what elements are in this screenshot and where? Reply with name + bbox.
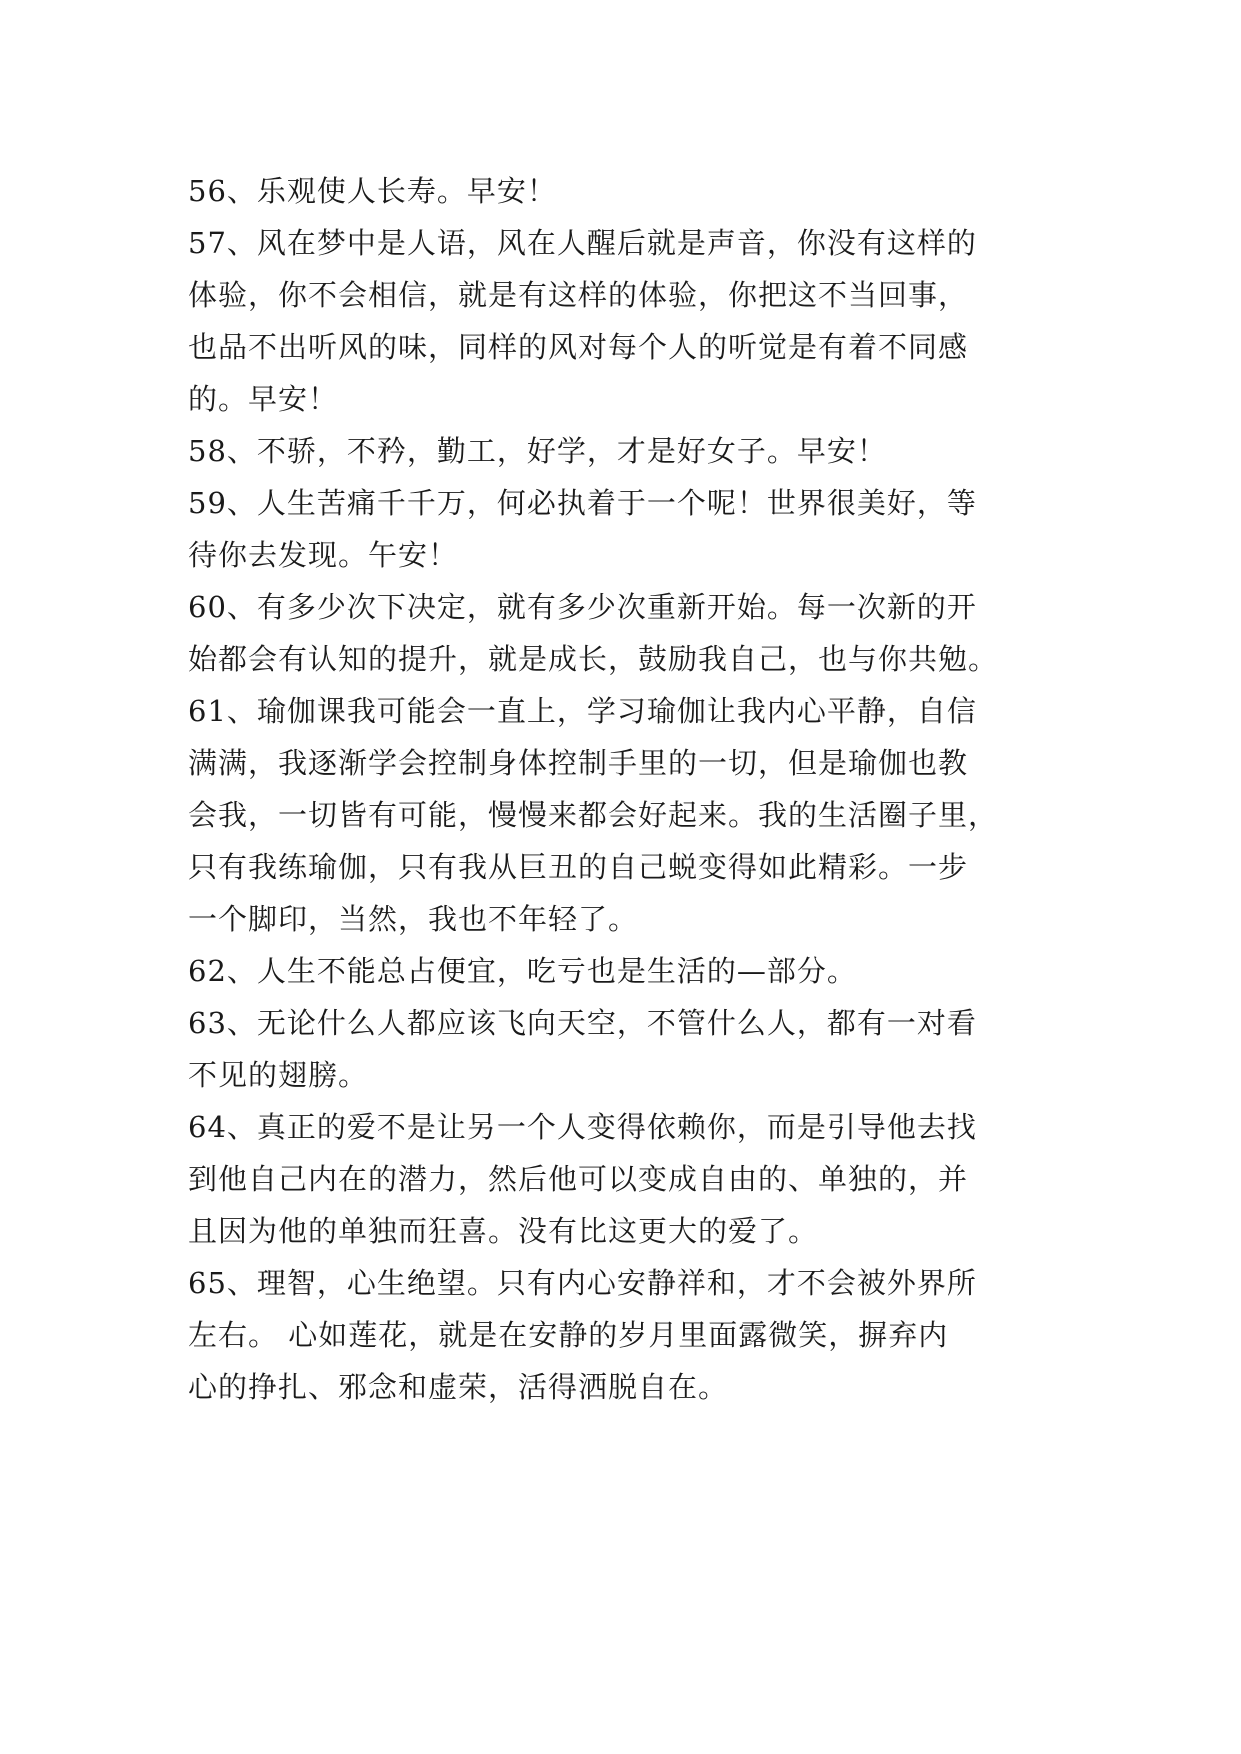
paragraph-line: 且因为他的单独而狂喜。没有比这更大的爱了。 (188, 1214, 819, 1248)
paragraph-65 (188, 1257, 1088, 1413)
document-body (188, 165, 1088, 1413)
paragraph-line: 61、瑜伽课我可能会一直上，学习瑜伽让我内心平静，自信 (188, 694, 977, 728)
paragraph-line: 满满，我逐渐学会控制身体控制手里的一切，但是瑜伽也教 (188, 746, 969, 780)
paragraph-line: 65、理智，心生绝望。只有内心安静祥和，才不会被外界所 (188, 1266, 977, 1300)
paragraph-line: 心的挣扎、邪念和虚荣，活得洒脱自在。 (188, 1370, 729, 1404)
paragraph-line: 只有我练瑜伽，只有我从巨丑的自己蜕变得如此精彩。一步 (188, 850, 969, 884)
paragraph-line: 不见的翅膀。 (188, 1058, 369, 1092)
paragraph-line: 一个脚印，当然，我也不年轻了。 (188, 902, 639, 936)
paragraph-line: 62、人生不能总占便宜，吃亏也是生活的—部分。 (188, 954, 857, 988)
paragraph-line: 57、风在梦中是人语，风在人醒后就是声音，你没有这样的 (188, 226, 977, 260)
paragraph-62 (188, 945, 1088, 997)
paragraph-64 (188, 1101, 1088, 1257)
paragraph-line: 的。早安！ (188, 382, 339, 416)
paragraph-58 (188, 425, 1088, 477)
paragraph-line: 60、有多少次下决定，就有多少次重新开始。每一次新的开 (188, 590, 977, 624)
paragraph-63 (188, 997, 1088, 1101)
paragraph-61 (188, 685, 1088, 945)
paragraph-line: 63、无论什么人都应该飞向天空，不管什么人，都有一对看 (188, 1006, 977, 1040)
paragraph-line: 64、真正的爱不是让另一个人变得依赖你，而是引导他去找 (188, 1110, 977, 1144)
paragraph-line: 待你去发现。午安！ (188, 538, 459, 572)
paragraph-line: 始都会有认知的提升，就是成长，鼓励我自己，也与你共勉。 (188, 642, 999, 676)
paragraph-60 (188, 581, 1088, 685)
paragraph-line: 会我，一切皆有可能，慢慢来都会好起来。我的生活圈子里， (188, 798, 999, 832)
paragraph-line: 58、不骄，不矜，勤工，好学，才是好女子。早安！ (188, 434, 887, 468)
paragraph-line: 59、人生苦痛千千万，何必执着于一个呢！世界很美好，等 (188, 486, 977, 520)
paragraph-57 (188, 217, 1088, 425)
paragraph-line: 也品不出听风的味，同样的风对每个人的听觉是有着不同感 (188, 330, 969, 364)
paragraph-59 (188, 477, 1088, 581)
paragraph-line: 体验，你不会相信，就是有这样的体验，你把这不当回事， (188, 278, 969, 312)
paragraph-line: 56、乐观使人长寿。早安！ (188, 174, 557, 208)
paragraph-line: 到他自己内在的潜力，然后他可以变成自由的、单独的，并 (188, 1162, 969, 1196)
paragraph-56 (188, 165, 1088, 217)
paragraph-line: 左右。 心如莲花，就是在安静的岁月里面露微笑，摒弃内 (188, 1318, 949, 1352)
